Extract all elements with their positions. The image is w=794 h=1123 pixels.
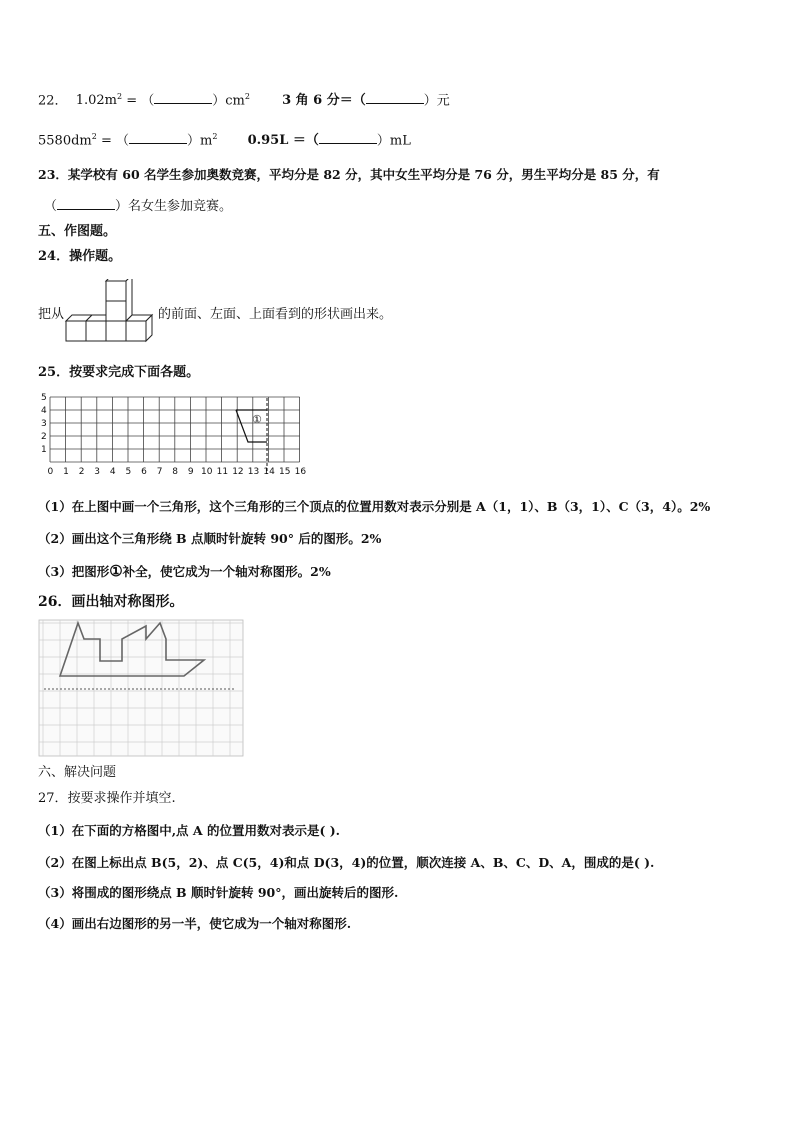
cube-stack-2 (106, 281, 126, 301)
q23-line1: 23．某学校有 60 名学生参加奥数竞赛，平均分是 82 分，其中女生平均分是 76 分，男生平均分是 85 分，有 (38, 167, 660, 182)
q25-y-label: 4 (41, 406, 47, 416)
q25-item1: （1）在上图中画一个三角形，这个三角形的三个顶点的位置用数对表示分别是 A（1，1）、B（3，1）、C（3，4）。2% (38, 499, 711, 514)
q24-suffix-wrap (158, 306, 392, 324)
q25-x-label: 6 (141, 467, 147, 477)
q25-x-label: 8 (172, 467, 179, 477)
q25-x-label: 4 (109, 467, 116, 477)
q25-x-label: 7 (156, 467, 163, 477)
q22-d-left: 0.95L ＝（ (247, 133, 319, 149)
q25-x-label: 5 (125, 467, 132, 477)
cube-front-3 (106, 321, 126, 341)
q25-x-label: 2 (78, 467, 85, 477)
q26-title: 26．画出轴对称图形。 (38, 594, 184, 610)
q25-x-label: 10 (201, 467, 213, 477)
q22-a-close: ）cm (212, 93, 245, 109)
q25-x-label: 12 (232, 467, 244, 477)
q22-b-close: ）元 (423, 93, 450, 109)
q22-number: 22． (38, 93, 68, 109)
q24-title: 24．操作题。 (38, 249, 122, 264)
q22-c-eq: = （ (96, 133, 129, 149)
q25-item3-b: 补全，使它成为一个轴对称图形。2% (122, 564, 331, 579)
q25-title: 25．按要求完成下面各题。 (38, 365, 200, 380)
q25-y-label: 1 (41, 445, 47, 455)
q24-suffix: 的前面、左面、上面看到的形状画出来。 (158, 307, 393, 322)
section6-heading: 六、解决问题 (38, 765, 117, 780)
q22-line1 (38, 88, 450, 110)
cube-front-2 (86, 321, 106, 341)
q22-a-eq: = （ (122, 93, 155, 109)
q23-blank[interactable] (57, 199, 115, 210)
q25-item3 (38, 562, 331, 581)
q22-a-unit-sup: 2 (244, 92, 250, 101)
q23-open: （ (44, 199, 58, 214)
q25-item3-a: （3）把图形 (38, 564, 110, 579)
cube-stack-side (126, 279, 132, 321)
q25-y-label: 5 (41, 393, 47, 403)
cube-front-1 (66, 321, 86, 341)
q25-x-label: 14 (263, 467, 275, 477)
section5-heading: 五、作图题。 (38, 224, 117, 239)
q23-close: ）名女生参加竞赛。 (115, 199, 233, 214)
q22-a-blank[interactable] (154, 93, 212, 104)
q23-line2 (44, 198, 232, 216)
q25-x-label: 3 (94, 467, 101, 477)
q22-a-left: 1.02m (75, 93, 117, 109)
q25-x-label: 16 (294, 467, 307, 477)
q25-item2: （2）画出这个三角形绕 B 点顺时针旋转 90° 后的图形。2% (38, 531, 382, 546)
q24-cube-figure (64, 279, 160, 345)
cube-front-4 (126, 321, 146, 341)
q27-item1: （1）在下面的方格图中,点 A 的位置用数对表示是( ). (38, 823, 340, 838)
q25-y-label: 3 (41, 419, 47, 429)
q25-x-label: 9 (187, 467, 194, 477)
q25-grid (36, 390, 336, 490)
q27-title: 27．按要求操作并填空. (38, 791, 176, 806)
q24-prefix: 把从 (38, 307, 65, 322)
q25-item3-circle: ① (109, 562, 123, 580)
q27-item2: （2）在图上标出点 B(5，2)、点 C(5，4)和点 D(3，4)的位置，顺次连接 A、B、C、D、A，围成的是( ). (38, 855, 655, 870)
q22-c-blank[interactable] (129, 133, 187, 144)
q22-c-unit-sup: 2 (212, 132, 218, 141)
q27-item4: （4）画出右边图形的另一半，使它成为一个轴对称图形. (38, 916, 352, 931)
q22-c-close: ）m (187, 133, 213, 149)
cube-stack-1 (106, 301, 126, 321)
q22-line2 (38, 128, 411, 150)
q22-d-close: ）mL (376, 133, 411, 149)
q22-c-sup: 2 (91, 132, 97, 141)
q22-c-left: 5580dm (38, 133, 92, 149)
q22-a-sup: 2 (116, 92, 123, 101)
q25-x-label: 13 (247, 467, 260, 477)
q26-grid (38, 619, 246, 759)
q25-x-label: 15 (279, 467, 291, 477)
q27-item3: （3）将围成的图形绕点 B 顺时针旋转 90°，画出旋转后的图形. (38, 885, 399, 900)
q22-d-blank[interactable] (319, 133, 377, 144)
q25-shape-label: ① (252, 413, 262, 426)
q25-x-label: 1 (63, 467, 69, 477)
q25-x-label: 11 (216, 467, 229, 477)
q25-x-label: 0 (47, 467, 54, 477)
q24-line (38, 306, 64, 324)
q25-y-label: 2 (41, 432, 47, 442)
q22-b-left: 3 角 6 分＝（ (282, 93, 366, 109)
q22-b-blank[interactable] (366, 93, 424, 104)
